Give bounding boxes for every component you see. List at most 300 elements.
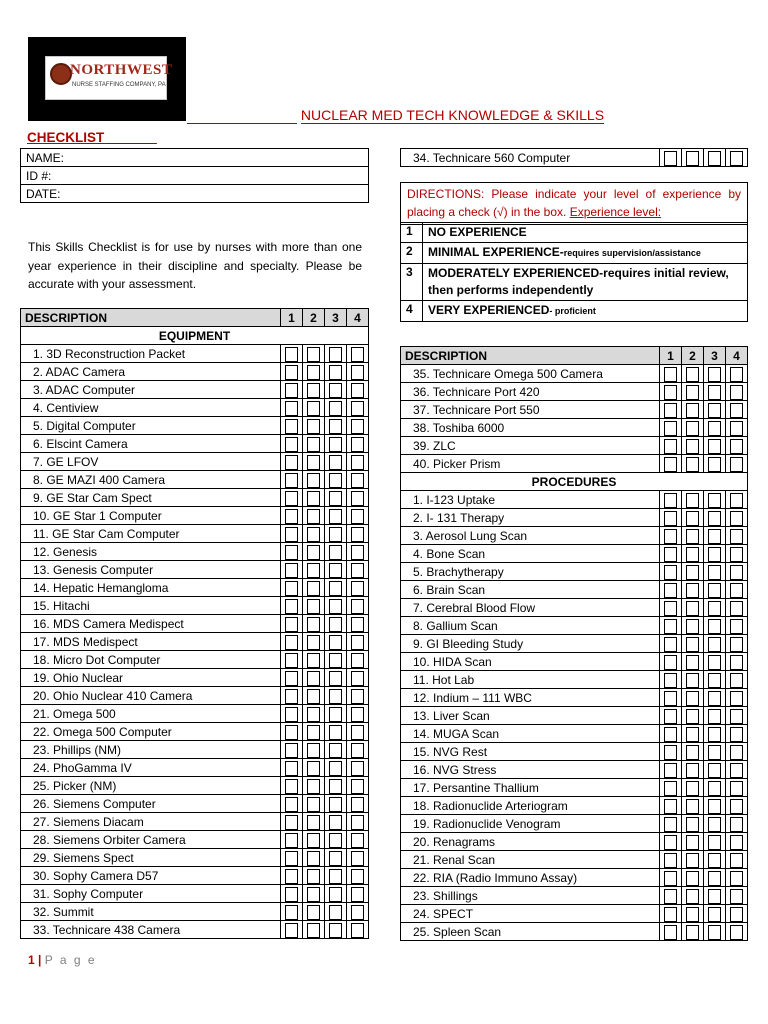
level-3-checkbox[interactable] [708, 601, 721, 616]
level-4-checkbox[interactable] [351, 779, 364, 794]
level-2-checkbox[interactable] [307, 779, 320, 794]
level-2-checkbox[interactable] [307, 581, 320, 596]
level-3-checkbox[interactable] [708, 583, 721, 598]
level-1-checkbox[interactable] [664, 871, 677, 886]
level-2-checkbox[interactable] [686, 889, 699, 904]
level-3-cell [325, 525, 347, 543]
level-1-checkbox[interactable] [285, 689, 298, 704]
level-4-checkbox[interactable] [730, 583, 743, 598]
level-2-checkbox[interactable] [686, 421, 699, 436]
level-4-checkbox[interactable] [730, 853, 743, 868]
level-2-checkbox[interactable] [686, 493, 699, 508]
level-4-checkbox[interactable] [351, 725, 364, 740]
level-1-cell [281, 741, 303, 759]
level-1-checkbox[interactable] [664, 151, 677, 166]
level-1-checkbox[interactable] [664, 565, 677, 580]
level-2-checkbox[interactable] [686, 385, 699, 400]
level-4-checkbox[interactable] [351, 599, 364, 614]
level-2-checkbox[interactable] [686, 907, 699, 922]
level-3-checkbox[interactable] [329, 545, 342, 560]
level-3-checkbox[interactable] [708, 511, 721, 526]
level-3-checkbox[interactable] [329, 815, 342, 830]
level-3-checkbox[interactable] [329, 527, 342, 542]
level-4-checkbox[interactable] [730, 385, 743, 400]
level-1-checkbox[interactable] [285, 419, 298, 434]
level-2-checkbox[interactable] [307, 923, 320, 938]
item-label: 31. Sophy Computer [21, 885, 281, 903]
level-3-checkbox[interactable] [708, 403, 721, 418]
level-2-checkbox[interactable] [307, 653, 320, 668]
level-2-checkbox[interactable] [686, 457, 699, 472]
level-3-checkbox[interactable] [329, 347, 342, 362]
level-1-checkbox[interactable] [285, 707, 298, 722]
logo-subtitle: NURSE STAFFING COMPANY, PA [72, 82, 166, 88]
level-3-checkbox[interactable] [329, 905, 342, 920]
level-2-checkbox[interactable] [686, 763, 699, 778]
level-3-checkbox[interactable] [329, 383, 342, 398]
level-3-checkbox[interactable] [329, 869, 342, 884]
level-2-checkbox[interactable] [307, 905, 320, 920]
level-4-cell [347, 669, 369, 687]
level-3-checkbox[interactable] [708, 637, 721, 652]
level-1-checkbox[interactable] [285, 887, 298, 902]
level-3-checkbox[interactable] [708, 457, 721, 472]
level-4-checkbox[interactable] [351, 365, 364, 380]
level-1-checkbox[interactable] [664, 745, 677, 760]
level-2-checkbox[interactable] [307, 599, 320, 614]
level-3-checkbox[interactable] [708, 529, 721, 544]
level-2-checkbox[interactable] [686, 835, 699, 850]
level-1-checkbox[interactable] [664, 817, 677, 832]
level-1-checkbox[interactable] [664, 367, 677, 382]
level-1-cell [660, 149, 682, 167]
level-4-checkbox[interactable] [351, 743, 364, 758]
level-1-checkbox[interactable] [664, 781, 677, 796]
level-3-cell [325, 597, 347, 615]
level-4-cell [347, 723, 369, 741]
level-2-checkbox[interactable] [307, 635, 320, 650]
level-3-checkbox[interactable] [329, 743, 342, 758]
level-1-checkbox[interactable] [285, 743, 298, 758]
level-1-checkbox[interactable] [664, 547, 677, 562]
table-row [21, 471, 369, 489]
level-2-checkbox[interactable] [686, 655, 699, 670]
level-2-checkbox[interactable] [686, 637, 699, 652]
level-1-checkbox[interactable] [664, 655, 677, 670]
level-3-checkbox[interactable] [329, 833, 342, 848]
level-4-checkbox[interactable] [351, 383, 364, 398]
level-4-checkbox[interactable] [351, 869, 364, 884]
level-4-checkbox[interactable] [730, 151, 743, 166]
level-1-cell [660, 401, 682, 419]
level-2-checkbox[interactable] [686, 727, 699, 742]
level-3-checkbox[interactable] [329, 401, 342, 416]
level-2-checkbox[interactable] [686, 583, 699, 598]
level-3-checkbox[interactable] [329, 509, 342, 524]
level-4-checkbox[interactable] [730, 637, 743, 652]
level-2-checkbox[interactable] [686, 691, 699, 706]
level-4-checkbox[interactable] [730, 781, 743, 796]
level-2-checkbox[interactable] [307, 797, 320, 812]
item-label: 4. Bone Scan [401, 545, 660, 563]
level-2-checkbox[interactable] [686, 799, 699, 814]
level-4-checkbox[interactable] [351, 833, 364, 848]
level-2-cell [303, 633, 325, 651]
level-2-checkbox[interactable] [307, 671, 320, 686]
level-4-checkbox[interactable] [730, 727, 743, 742]
level-3-checkbox[interactable] [329, 491, 342, 506]
level-1-checkbox[interactable] [285, 905, 298, 920]
level-3-checkbox[interactable] [708, 151, 721, 166]
level-4-checkbox[interactable] [730, 493, 743, 508]
level-3-checkbox[interactable] [329, 671, 342, 686]
level-3-checkbox[interactable] [329, 473, 342, 488]
level-4-cell [347, 363, 369, 381]
level-2-checkbox[interactable] [307, 617, 320, 632]
level-2-checkbox[interactable] [686, 565, 699, 580]
level-3-checkbox[interactable] [708, 493, 721, 508]
level-2-checkbox[interactable] [307, 365, 320, 380]
level-2-checkbox[interactable] [686, 925, 699, 940]
level-4-checkbox[interactable] [351, 419, 364, 434]
level-1-checkbox[interactable] [285, 779, 298, 794]
level-1-checkbox[interactable] [285, 815, 298, 830]
level-2-checkbox[interactable] [686, 403, 699, 418]
level-3-cell [325, 507, 347, 525]
level-3-checkbox[interactable] [708, 367, 721, 382]
level-1-checkbox[interactable] [664, 493, 677, 508]
level-3-checkbox[interactable] [708, 763, 721, 778]
level-1-checkbox[interactable] [285, 491, 298, 506]
level-4-checkbox[interactable] [351, 545, 364, 560]
level-1-checkbox[interactable] [664, 583, 677, 598]
level-1-checkbox[interactable] [285, 653, 298, 668]
level-1-checkbox[interactable] [285, 509, 298, 524]
level-1-checkbox[interactable] [285, 545, 298, 560]
level-1-checkbox[interactable] [285, 527, 298, 542]
level-2-checkbox[interactable] [686, 529, 699, 544]
level-3-checkbox[interactable] [329, 581, 342, 596]
level-3-checkbox[interactable] [329, 689, 342, 704]
level-3-checkbox[interactable] [329, 365, 342, 380]
level-1-cell [660, 563, 682, 581]
level-2-checkbox[interactable] [686, 853, 699, 868]
level-1-checkbox[interactable] [664, 511, 677, 526]
level-3-cell [704, 725, 726, 743]
level-2-cell [682, 437, 704, 455]
level-2-checkbox[interactable] [686, 817, 699, 832]
level-4-checkbox[interactable] [730, 673, 743, 688]
level-2-checkbox[interactable] [686, 439, 699, 454]
level-2-checkbox[interactable] [307, 491, 320, 506]
level-3-checkbox[interactable] [329, 617, 342, 632]
level-1-checkbox[interactable] [285, 437, 298, 452]
level-2-checkbox[interactable] [307, 833, 320, 848]
level-3-checkbox[interactable] [329, 635, 342, 650]
level-4-checkbox[interactable] [730, 421, 743, 436]
level-3-checkbox[interactable] [329, 761, 342, 776]
item-label: 13. Liver Scan [401, 707, 660, 725]
level-1-checkbox[interactable] [664, 727, 677, 742]
level-4-checkbox[interactable] [351, 851, 364, 866]
level-1-checkbox[interactable] [664, 529, 677, 544]
level-1-checkbox[interactable] [664, 673, 677, 688]
level-3-checkbox[interactable] [708, 871, 721, 886]
level-2-checkbox[interactable] [307, 347, 320, 362]
level-3-checkbox[interactable] [708, 727, 721, 742]
level-4-checkbox[interactable] [730, 817, 743, 832]
level-1-checkbox[interactable] [285, 401, 298, 416]
level-1-checkbox[interactable] [664, 709, 677, 724]
level-2-checkbox[interactable] [307, 869, 320, 884]
level-2-cell [682, 761, 704, 779]
level-3-checkbox[interactable] [708, 781, 721, 796]
level-3-checkbox[interactable] [329, 923, 342, 938]
level-4-checkbox[interactable] [730, 457, 743, 472]
level-1-checkbox[interactable] [664, 853, 677, 868]
level-4-checkbox[interactable] [730, 799, 743, 814]
level-1-checkbox[interactable] [664, 763, 677, 778]
level-2-checkbox[interactable] [307, 815, 320, 830]
level-1-checkbox[interactable] [285, 473, 298, 488]
level-number: 1 [401, 223, 423, 243]
level-3-cell [325, 561, 347, 579]
level-1-checkbox[interactable] [285, 617, 298, 632]
level-4-checkbox[interactable] [730, 619, 743, 634]
level-3-checkbox[interactable] [708, 547, 721, 562]
level-4-checkbox[interactable] [730, 367, 743, 382]
level-2-checkbox[interactable] [307, 455, 320, 470]
level-4-checkbox[interactable] [351, 401, 364, 416]
level-3-checkbox[interactable] [708, 439, 721, 454]
level-1-checkbox[interactable] [285, 599, 298, 614]
level-2-checkbox[interactable] [307, 743, 320, 758]
level-1-checkbox[interactable] [285, 833, 298, 848]
level-3-checkbox[interactable] [708, 385, 721, 400]
level-1-checkbox[interactable] [285, 383, 298, 398]
level-3-checkbox[interactable] [708, 799, 721, 814]
level-3-checkbox[interactable] [708, 745, 721, 760]
level-4-checkbox[interactable] [730, 529, 743, 544]
page-title-line [187, 107, 617, 124]
level-4-checkbox[interactable] [730, 907, 743, 922]
level-4-checkbox[interactable] [351, 437, 364, 452]
level-4-checkbox[interactable] [351, 563, 364, 578]
level-2-checkbox[interactable] [686, 601, 699, 616]
level-4-checkbox[interactable] [351, 491, 364, 506]
level-3-checkbox[interactable] [708, 691, 721, 706]
level-3-checkbox[interactable] [329, 797, 342, 812]
level-1-checkbox[interactable] [664, 907, 677, 922]
level-4-checkbox[interactable] [730, 763, 743, 778]
level-4-checkbox[interactable] [351, 761, 364, 776]
level-3-checkbox[interactable] [329, 653, 342, 668]
level-4-checkbox[interactable] [730, 889, 743, 904]
level-2-checkbox[interactable] [686, 367, 699, 382]
level-4-checkbox[interactable] [730, 925, 743, 940]
level-2-checkbox[interactable] [686, 511, 699, 526]
level-1-checkbox[interactable] [664, 421, 677, 436]
level-2-cell [682, 383, 704, 401]
level-4-checkbox[interactable] [730, 745, 743, 760]
level-2-checkbox[interactable] [686, 871, 699, 886]
level-1-checkbox[interactable] [285, 869, 298, 884]
level-3-checkbox[interactable] [329, 419, 342, 434]
level-1-checkbox[interactable] [664, 889, 677, 904]
level-3-cell [704, 563, 726, 581]
level-4-checkbox[interactable] [730, 835, 743, 850]
level-4-cell [347, 381, 369, 399]
item-label: 33. Technicare 438 Camera [21, 921, 281, 939]
level-4-checkbox[interactable] [351, 527, 364, 542]
level-4-checkbox[interactable] [351, 455, 364, 470]
level-4-checkbox[interactable] [730, 601, 743, 616]
level-2-checkbox[interactable] [686, 673, 699, 688]
level-1-cell [281, 471, 303, 489]
level-4-checkbox[interactable] [351, 797, 364, 812]
level-2-checkbox[interactable] [307, 401, 320, 416]
level-2-checkbox[interactable] [307, 761, 320, 776]
level-1-checkbox[interactable] [664, 385, 677, 400]
level-4-checkbox[interactable] [730, 511, 743, 526]
level-1-checkbox[interactable] [664, 403, 677, 418]
level-4-checkbox[interactable] [351, 617, 364, 632]
level-2-checkbox[interactable] [686, 547, 699, 562]
level-4-checkbox[interactable] [351, 923, 364, 938]
level-4-checkbox[interactable] [351, 905, 364, 920]
level-1-checkbox[interactable] [664, 835, 677, 850]
name-field[interactable]: NAME: [21, 149, 369, 167]
level-4-cell [726, 851, 748, 869]
level-2-checkbox[interactable] [307, 689, 320, 704]
level-1-checkbox[interactable] [664, 439, 677, 454]
level-1-checkbox[interactable] [664, 457, 677, 472]
level-3-checkbox[interactable] [329, 887, 342, 902]
level-1-checkbox[interactable] [285, 761, 298, 776]
level-2-checkbox[interactable] [307, 563, 320, 578]
level-1-checkbox[interactable] [285, 365, 298, 380]
level-1-checkbox[interactable] [285, 725, 298, 740]
level-3-checkbox[interactable] [329, 563, 342, 578]
level-3-checkbox[interactable] [329, 851, 342, 866]
level-1-checkbox[interactable] [285, 455, 298, 470]
level-4-checkbox[interactable] [351, 887, 364, 902]
level-2-checkbox[interactable] [307, 725, 320, 740]
level-4-checkbox[interactable] [351, 473, 364, 488]
level-4-checkbox[interactable] [730, 655, 743, 670]
equipment-section-row [21, 327, 369, 345]
level-3-checkbox[interactable] [708, 655, 721, 670]
level-1-checkbox[interactable] [664, 925, 677, 940]
level-1-checkbox[interactable] [664, 637, 677, 652]
level-3-checkbox[interactable] [708, 853, 721, 868]
level-3-checkbox[interactable] [329, 779, 342, 794]
level-4-checkbox[interactable] [351, 689, 364, 704]
level-4-checkbox[interactable] [351, 653, 364, 668]
level-2-cell [303, 489, 325, 507]
level-3-checkbox[interactable] [329, 437, 342, 452]
level-4-checkbox[interactable] [351, 671, 364, 686]
level-2-checkbox[interactable] [307, 527, 320, 542]
level-2-checkbox[interactable] [686, 619, 699, 634]
level-1-checkbox[interactable] [664, 601, 677, 616]
id-field[interactable]: ID #: [21, 167, 369, 185]
level-4-checkbox[interactable] [730, 691, 743, 706]
level-3-checkbox[interactable] [329, 725, 342, 740]
level-2-checkbox[interactable] [307, 419, 320, 434]
level-3-checkbox[interactable] [329, 707, 342, 722]
date-field[interactable]: DATE: [21, 185, 369, 203]
level-4-checkbox[interactable] [730, 439, 743, 454]
level-2-checkbox[interactable] [686, 745, 699, 760]
level-2-checkbox[interactable] [307, 707, 320, 722]
level-3-checkbox[interactable] [708, 835, 721, 850]
level-3-checkbox[interactable] [708, 709, 721, 724]
level-3-checkbox[interactable] [708, 673, 721, 688]
level-2-checkbox[interactable] [307, 383, 320, 398]
level-2-checkbox[interactable] [307, 473, 320, 488]
level-4-checkbox[interactable] [351, 347, 364, 362]
level-1-checkbox[interactable] [285, 797, 298, 812]
level-4-checkbox[interactable] [351, 815, 364, 830]
level-3-checkbox[interactable] [708, 565, 721, 580]
level-3-checkbox[interactable] [708, 907, 721, 922]
level-4-checkbox[interactable] [730, 709, 743, 724]
level-4-checkbox[interactable] [730, 547, 743, 562]
level-4-checkbox[interactable] [730, 871, 743, 886]
level-2-checkbox[interactable] [686, 709, 699, 724]
level-1-cell [281, 633, 303, 651]
level-4-checkbox[interactable] [730, 565, 743, 580]
level-3-checkbox[interactable] [329, 599, 342, 614]
level-4-checkbox[interactable] [730, 403, 743, 418]
level-3-cell [325, 471, 347, 489]
level-4-cell [726, 653, 748, 671]
level-1-checkbox[interactable] [285, 581, 298, 596]
level-1-checkbox[interactable] [664, 799, 677, 814]
level-4-checkbox[interactable] [351, 635, 364, 650]
level-3-checkbox[interactable] [708, 889, 721, 904]
level-1-checkbox[interactable] [664, 619, 677, 634]
table-row [21, 777, 369, 795]
level-1-checkbox[interactable] [664, 691, 677, 706]
level-4-cell [347, 615, 369, 633]
level-1-checkbox[interactable] [285, 851, 298, 866]
level-2-checkbox[interactable] [307, 851, 320, 866]
level-2-checkbox[interactable] [686, 151, 699, 166]
level-4-checkbox[interactable] [351, 707, 364, 722]
level-1-checkbox[interactable] [285, 671, 298, 686]
level-3-checkbox[interactable] [708, 619, 721, 634]
level-2-checkbox[interactable] [307, 545, 320, 560]
level-1-checkbox[interactable] [285, 923, 298, 938]
level-2-checkbox[interactable] [686, 781, 699, 796]
level-3-checkbox[interactable] [329, 455, 342, 470]
level-2-checkbox[interactable] [307, 887, 320, 902]
level-3-checkbox[interactable] [708, 421, 721, 436]
level-3-checkbox[interactable] [708, 817, 721, 832]
level-1-checkbox[interactable] [285, 635, 298, 650]
level-4-checkbox[interactable] [351, 581, 364, 596]
item-label: 23. Phillips (NM) [21, 741, 281, 759]
level-4-checkbox[interactable] [351, 509, 364, 524]
level-1-checkbox[interactable] [285, 563, 298, 578]
level-1-checkbox[interactable] [285, 347, 298, 362]
level-3-checkbox[interactable] [708, 925, 721, 940]
level-2-checkbox[interactable] [307, 437, 320, 452]
level-2-checkbox[interactable] [307, 509, 320, 524]
table-row [21, 813, 369, 831]
